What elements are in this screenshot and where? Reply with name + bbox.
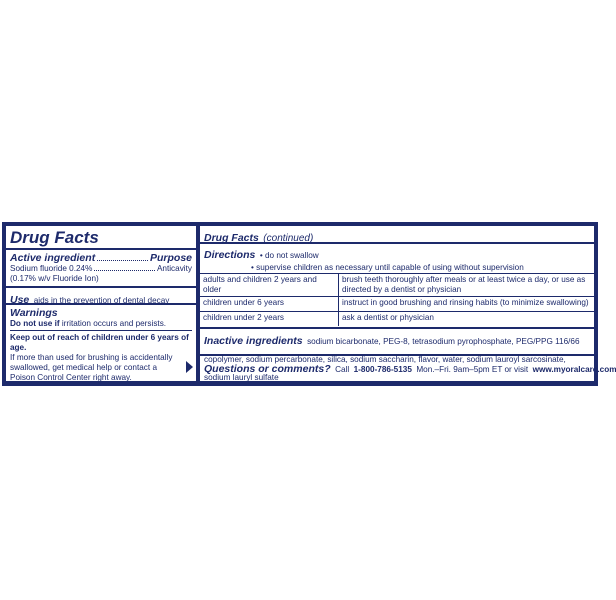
drug-facts-right-panel — [200, 226, 616, 382]
drug-facts-label — [2, 222, 616, 386]
direction-bullet: supervise children as necessary until capable of using without supervision — [256, 263, 524, 272]
drug-facts-left-panel — [6, 226, 196, 381]
swallow-warning: If more than used for brushing is accidentally swallowed, get medical help or contact a Poison Control Center right away. — [10, 353, 173, 382]
use-text: aids in the prevention of dental decay — [33, 296, 170, 305]
active-ingredient-heading: Active ingredient — [10, 252, 96, 264]
keep-out-warning: Keep out of reach of children under 6 years of age. — [10, 333, 189, 352]
table-cell-what: brush teeth thoroughly after meals or at least twice a day, or use as directed by a dentist or physician — [339, 274, 595, 297]
ingredient-name: Sodium fluoride 0.24% — [10, 264, 93, 273]
table-cell-who: adults and children 2 years and older — [200, 274, 339, 297]
website-link: www.myoralcare.com — [532, 365, 616, 374]
warnings-section — [6, 305, 196, 382]
continue-arrow-icon — [186, 361, 193, 373]
directions-heading: Directions — [204, 249, 256, 261]
continued-title-section — [200, 226, 594, 244]
directions-table — [200, 273, 594, 326]
direction-bullet: do not swallow — [264, 251, 319, 260]
questions-heading: Questions or comments? — [204, 363, 331, 375]
call-text: Call — [335, 365, 350, 374]
table-cell-what: instruct in good brushing and rinsing habits (to minimize swallowing) — [339, 297, 595, 312]
phone-number: 1-800-786-5135 — [353, 365, 412, 374]
hours-text: Mon.–Fri. 9am–5pm ET or visit — [416, 365, 529, 374]
use-section — [6, 288, 196, 305]
do-not-use-bold: Do not use if — [10, 319, 60, 328]
use-heading: Use — [10, 294, 30, 306]
do-not-use-text: irritation occurs and persists. — [61, 319, 167, 328]
table-row — [200, 274, 594, 297]
continued-title: Drug Facts — [204, 232, 259, 244]
leader-dots — [94, 264, 155, 271]
active-ingredient-section — [6, 250, 196, 288]
inactive-text: sodium bicarbonate, PEG-8, tetrasodium pyrophosphate, PEG/PPG 116/66 copolymer, sodium percarbonate, silica, sodium saccharin, flavor, water, sodium lauroyl sarcosinate, sodium lauryl sulfate — [204, 337, 580, 382]
ingredient-purpose: Anticavity — [156, 264, 192, 273]
warnings-heading: Warnings — [10, 307, 58, 319]
continued-note: (continued) — [263, 233, 314, 244]
table-cell-what: ask a dentist or physician — [339, 312, 595, 327]
title-section — [6, 226, 196, 250]
table-row — [200, 312, 594, 327]
drug-facts-title: Drug Facts — [10, 228, 99, 247]
directions-section: Directions • do not swallow • supervise children as necessary until capable of using without supervision adults and children 2 years and older brush teeth thoroughly after meals or at least twice a day, or use as directed by a dentist or physician children under 6 years instruct in good brushing and rinsing habits (to minimize swallowing) children under 2 years ask a dentist or physician — [200, 244, 594, 329]
table-cell-who: children under 6 years — [200, 297, 339, 312]
leader-dots — [97, 254, 148, 261]
inactive-heading: Inactive ingredients — [204, 335, 303, 347]
purpose-heading: Purpose — [149, 252, 192, 264]
table-row — [200, 297, 594, 312]
table-cell-who: children under 2 years — [200, 312, 339, 327]
ingredient-note: (0.17% w/v Fluoride Ion) — [10, 274, 99, 283]
